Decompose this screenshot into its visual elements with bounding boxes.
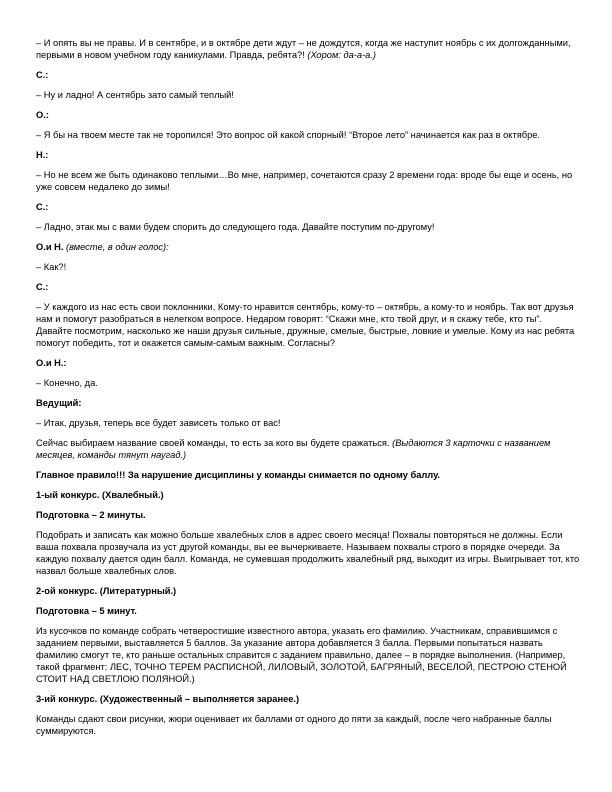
paragraph: – Итак, друзья, теперь все будет зависеть только от вас! [36,418,281,428]
speaker-label: С.: [36,282,49,292]
paragraph: – Но не всем же быть одинаково теплыми…Во мне, например, сочетаются сразу 2 времени года: вроде бы еще и осень, но уже совсем недалеко до зимы! [36,170,573,192]
speaker-label: Н.: [36,150,49,160]
paragraph: Подобрать и записать как можно больше хвалебных слов в адрес своего месяца! Похвалы повторяться не должны. Если ваша похвала прозвучала из уст другой команды, вы ее вычеркиваете. Называем похвалы строго в порядке очереди. За каждую похвалу дается один балл. Команда, не сумевшая продолжить хвалебный ряд, выходит из игры. Выигрывает тот, кто назвал больше хвалебных слов. [36,530,580,576]
paragraph: Сейчас выбираем название своей команды, то есть за кого вы будете сражаться. (Выдаются 3 карточки с названием месяцев, команды тянут наугад.) [36,438,551,460]
contest-heading: 3-ий конкурс. (Художественный – выполняется заранее.) [36,694,300,704]
chorus-note: (Хором: да-а-а.) [307,50,377,60]
main-rule: Главное правило!!! За нарушение дисциплины у команды снимается по одному баллу. [36,470,441,480]
speaker-label: Ведущий: [36,398,82,408]
speaker-label: С.: [36,202,49,212]
prep-time: Подготовка – 2 минуты. [36,510,146,520]
prep-time: Подготовка – 5 минут. [36,606,137,616]
document-page [36,37,580,745]
paragraph: – Как?! [36,262,67,272]
paragraph: – Я бы на твоем месте так не торопился! Это вопрос ой какой спорный! “Второе лето” начинается как раз в октябре. [36,130,540,140]
paragraph: – У каждого из нас есть свои поклонники. Кому-то нравится сентябрь, кому-то – октябрь, а кому-то и ноябрь. Так вот друзья нам и помогут разобраться в нелегком вопросе. Недаром говорят: “Скажи мне, кто твой друг, и я скажу тебе, кто ты”. Давайте посмотрим, насколько же наши друзья сильные, дружные, смелые, быстрые, ловкие и умелые. Кому из нас ребята помогут победить, тот и окажется самым-самым важным. Согласны? [36,302,575,348]
paragraph: Из кусочков по команде собрать четверостишие известного автора, указать его фамилию. Участникам, справившимся с заданием первыми, выставляется 5 баллов. За указание автора добавляется 3 балла. Первыми попытаться назвать фамилию смогут те, кто раньше остальных справится с заданием правильно, далее – в порядке выполнения. (Например, такой фрагмент: ЛЕС, ТОЧНО ТЕРЕМ РАСПИСНОЙ, ЛИЛОВЫЙ, ЗОЛОТОЙ, БАГРЯНЫЙ, ВЕСЕЛОЙ, ПЕСТРОЮ СТЕНОЙ СТОИТ НАД СВЕТЛОЮ ПОЛЯНОЙ.) [36,626,567,684]
speaker-label: О.и Н. (вместе, в один голос): [36,242,169,252]
paragraph: – Ладно, этак мы с вами будем спорить до следующего года. Давайте поступим по-другому! [36,222,435,232]
paragraph: – Конечно, да. [36,378,98,388]
stage-direction: (Выдаются 3 карточки с названием месяцев, команды тянут наугад.) [36,438,551,460]
speaker-label: С.: [36,70,49,80]
paragraph: Команды сдают свои рисунки, жюри оценивает их баллами от одного до пяти за каждый, после чего набранные баллы суммируются. [36,714,552,736]
stage-direction: (вместе, в один голос) [66,242,167,252]
paragraph: – Ну и ладно! А сентябрь зато самый теплый! [36,90,234,100]
contest-heading: 1-ый конкурс. (Хвалебный.) [36,490,164,500]
speaker-label: О.: [36,110,49,120]
paragraph-intro: – И опять вы не правы. И в сентябре, и в октябре дети ждут – не дождутся, когда же наступит ноябрь с их долгожданными, первыми в новом учебном году каникулами. Правда, ребята?! (Хором: да-а-а.) [36,38,571,60]
contest-heading: 2-ой конкурс. (Литературный.) [36,586,177,596]
speaker-label: О.и Н.: [36,358,67,368]
